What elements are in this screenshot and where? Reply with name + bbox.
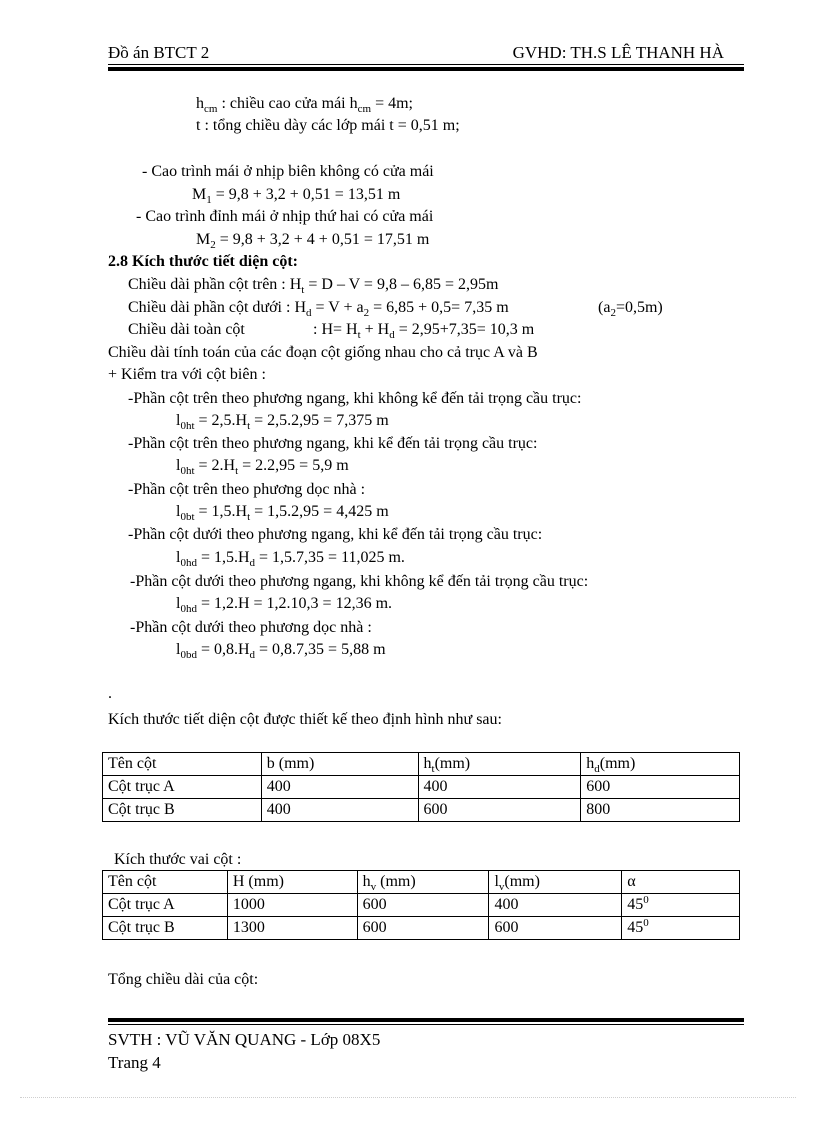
- roof-bullet-1: - Cao trình mái ở nhịp biên không có cửa mái: [142, 163, 434, 180]
- table-row: [103, 776, 740, 799]
- header-cell: α: [622, 871, 740, 894]
- closing-text: Tổng chiều dài của cột:: [108, 971, 259, 988]
- header-right: GVHD: TH.S LÊ THANH HÀ: [512, 43, 724, 62]
- table-row: [103, 799, 740, 822]
- table-row: [103, 894, 740, 917]
- header-cell: H (mm): [227, 871, 357, 894]
- table-cell: Cột trục B: [103, 917, 228, 940]
- section-heading: 2.8 Kích thước tiết diện cột:: [108, 253, 298, 270]
- table-header-row: [103, 871, 740, 894]
- lower-column-length: Chiều dài phần cột dưới : $H_d = V + a_2 = 6,85 + 0,5= 7,35$ m: [128, 299, 509, 319]
- header-cell: $h_v$ (mm): [357, 871, 489, 894]
- column-bracket-table: [102, 870, 740, 940]
- header-rule-thin: [108, 64, 744, 65]
- item-desc: -Phần cột dưới theo phương ngang, khi kể đến tải trọng cầu trục:: [128, 526, 543, 543]
- item-formula: $l_{0ht} = 2.H_t = 2.2,95 = 5,9$ m: [176, 457, 349, 477]
- item-desc: -Phần cột trên theo phương ngang, khi không kể đến tải trọng cầu trục:: [128, 390, 582, 407]
- footer-rule-thick: [108, 1018, 744, 1022]
- footer-rule-thin: [108, 1024, 744, 1025]
- table-cell: 400: [418, 776, 581, 799]
- table-cell: Cột trục A: [103, 894, 228, 917]
- m2-formula: $M_2 = 9,8 + 3,2 + 4 + 0,51 = 17,51$ m: [196, 231, 430, 251]
- table-cell: 1000: [227, 894, 357, 917]
- table-cell: Cột trục B: [103, 799, 262, 822]
- upper-column-length: Chiều dài phần cột trên : $H_t = D - V = 9,8 - 6,85 = 2,95m$: [128, 276, 499, 296]
- total-column-formula: : $H= H_t + H_d = 2,95+7,35= 10,3$ m: [313, 321, 535, 341]
- hcm-line: $h_{cm}$ : chiều cao cửa mái $h_{cm} = 4m$;: [196, 95, 413, 115]
- table-cell: 400: [489, 894, 622, 917]
- table-cell: 400: [261, 799, 418, 822]
- header-cell: b (mm): [261, 753, 418, 776]
- header-cell: $h_t(mm)$: [418, 753, 581, 776]
- header-rule-thick: [108, 67, 744, 71]
- table-cell: 600: [581, 776, 740, 799]
- m1-formula: $M_1 = 9,8 + 3,2 + 0,51 = 13,51$ m: [192, 186, 401, 206]
- table-cell: $45^0$: [622, 917, 740, 940]
- page-edge-dotted-line: [20, 1097, 796, 1098]
- check-heading: + Kiểm tra với cột biên :: [108, 366, 266, 383]
- item-formula: $l_{0hd} = 1,2.H = 1,2.10,3 = 12,36$ m.: [176, 595, 393, 615]
- table-cell: Cột trục A: [103, 776, 262, 799]
- a2-note: $(a_2=0,5m)$: [598, 299, 663, 319]
- table-cell: 400: [261, 776, 418, 799]
- table-cell: 1300: [227, 917, 357, 940]
- table-cell: 600: [357, 917, 489, 940]
- table2-caption: Kích thước vai cột :: [114, 851, 242, 868]
- item-formula: $l_{0ht} = 2,5.H_t = 2,5.2,95 = 7,375$ m: [176, 412, 389, 432]
- footer-page-number: Trang 4: [108, 1053, 161, 1072]
- item-desc: -Phần cột dưới theo phương ngang, khi không kể đến tải trọng cầu trục:: [130, 573, 589, 590]
- t-line: t : tổng chiều dày các lớp mái t = 0,51 m;: [196, 117, 460, 134]
- section-size-table: [102, 752, 740, 822]
- stray-dot: .: [108, 685, 112, 702]
- table-row: [103, 917, 740, 940]
- table-cell: 600: [489, 917, 622, 940]
- item-desc: -Phần cột trên theo phương dọc nhà :: [128, 481, 366, 498]
- item-formula: $l_{0bd} = 0,8.H_d = 0,8.7,35 = 5,88$ m: [176, 641, 386, 661]
- table1-caption: Kích thước tiết diện cột được thiết kế theo định hình như sau:: [108, 711, 502, 728]
- item-formula: $l_{0hd} = 1,5.H_d = 1,5.7,35 = 11,025$ m.: [176, 549, 405, 569]
- item-desc: -Phần cột trên theo phương ngang, khi kể đến tải trọng cầu trục:: [128, 435, 538, 452]
- roof-bullet-2: - Cao trình đỉnh mái ở nhịp thứ hai có cửa mái: [136, 208, 434, 225]
- table-cell: 600: [357, 894, 489, 917]
- header-cell: $h_d(mm)$: [581, 753, 740, 776]
- table-cell: 800: [581, 799, 740, 822]
- header-cell: Tên cột: [103, 753, 262, 776]
- header-cell: $l_v(mm)$: [489, 871, 622, 894]
- header-left: Đồ án BTCT 2: [108, 43, 210, 62]
- table-cell: $45^0$: [622, 894, 740, 917]
- table-header-row: [103, 753, 740, 776]
- header-cell: Tên cột: [103, 871, 228, 894]
- design-length-note: Chiều dài tính toán của các đoạn cột giống nhau cho cả trục A và B: [108, 344, 538, 361]
- item-desc: -Phần cột dưới theo phương dọc nhà :: [130, 619, 372, 636]
- table-cell: 600: [418, 799, 581, 822]
- total-column-label: Chiều dài toàn cột: [128, 321, 245, 338]
- item-formula: $l_{0bt} = 1,5.H_t = 1,5.2,95 = 4,425$ m: [176, 503, 389, 523]
- footer-student: SVTH : VŨ VĂN QUANG - Lớp 08X5: [108, 1030, 381, 1049]
